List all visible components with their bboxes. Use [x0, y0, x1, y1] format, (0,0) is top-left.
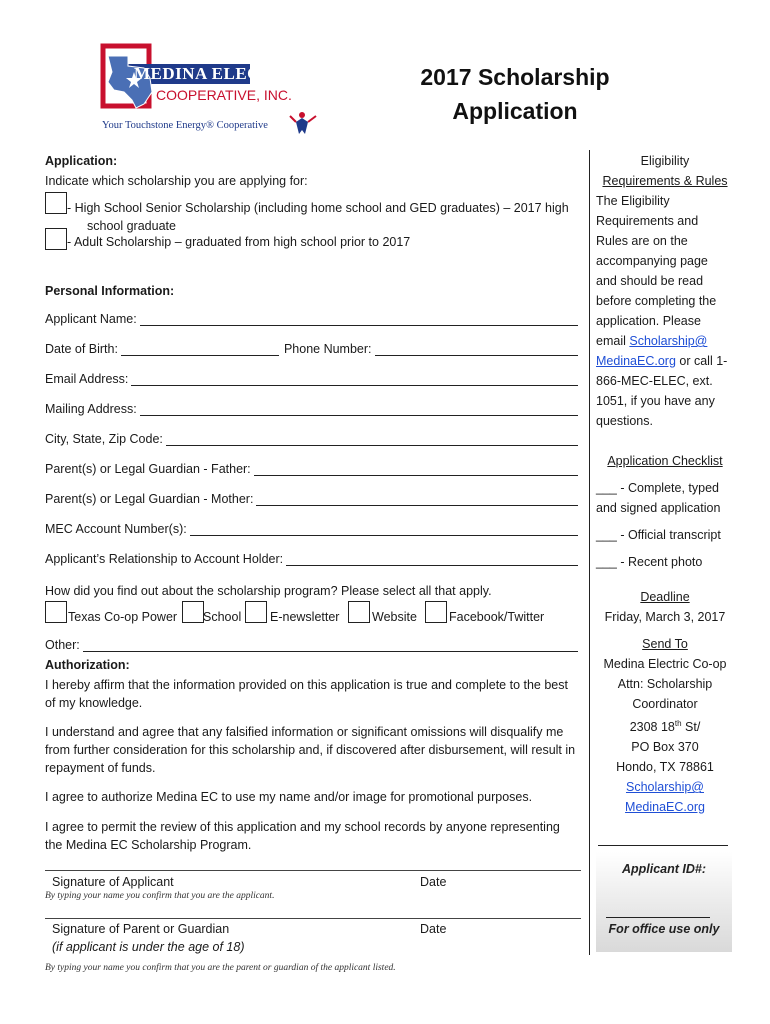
- deadline-title: Deadline: [640, 590, 690, 604]
- application-instruction: Indicate which scholarship you are applying for:: [45, 174, 308, 188]
- street-number: 2308 18: [629, 720, 675, 735]
- checkbox-facebook-twitter[interactable]: [425, 601, 447, 623]
- city-row: [45, 432, 578, 446]
- contact-email-link[interactable]: [590, 777, 740, 817]
- applicant-id-label: Applicant ID#:: [621, 862, 707, 876]
- source-website: Website: [372, 610, 417, 624]
- relationship-row: [45, 552, 578, 566]
- office-use-box: [596, 852, 732, 952]
- checkbox-high-school[interactable]: [45, 192, 67, 214]
- applicant-date-label: Date: [420, 875, 447, 889]
- auth-paragraph-1: I hereby affirm that the information provided on this application is true and complete to the best of my knowledge.: [45, 678, 568, 710]
- source-options: [45, 601, 575, 625]
- email-row: [45, 372, 578, 386]
- auth-paragraph-3: I agree to authorize Medina EC to use my name and/or image for promotional purposes.: [45, 790, 533, 804]
- sendto-title: Send To: [642, 637, 688, 651]
- sendto-line-2: Attn: Scholarship: [617, 677, 713, 691]
- mother-row: [45, 492, 578, 506]
- city-label: City, State, Zip Code:: [45, 432, 163, 446]
- checklist-item-1: [596, 478, 732, 518]
- checkbox-adult[interactable]: [45, 228, 67, 250]
- checkbox-e-newsletter[interactable]: [245, 601, 267, 623]
- eligibility-title-2: Requirements & Rules: [602, 174, 728, 188]
- father-label: Parent(s) or Legal Guardian - Father:: [45, 462, 251, 476]
- source-school: School: [203, 610, 242, 624]
- contact-email-1: Scholarship@: [625, 780, 704, 795]
- sendto-street: [590, 714, 740, 737]
- parent-signature-line[interactable]: [45, 918, 581, 919]
- checklist-item-3[interactable]: ___ - Recent photo: [596, 555, 703, 569]
- dob-field[interactable]: [121, 342, 279, 356]
- eligibility-text: [596, 191, 732, 431]
- sendto-city: Hondo, TX 78861: [616, 760, 714, 775]
- relationship-label: Applicant’s Relationship to Account Holder:: [45, 552, 284, 566]
- eligibility-body: The Eligibility Requirements and Rules are on the accompanying page and should be read before completing the application. Please email: [596, 194, 717, 348]
- source-texas-coop-power: Texas Co-op Power: [68, 610, 178, 624]
- checkbox-school[interactable]: [182, 601, 204, 623]
- parent-signature-label: Signature of Parent or Guardian: [52, 922, 230, 936]
- applicant-signature-label: Signature of Applicant: [52, 875, 174, 889]
- phone-label: Phone Number:: [283, 342, 372, 356]
- email-field[interactable]: [131, 372, 578, 386]
- option-high-school-text: - High School Senior Scholarship (including home school and GED graduates) – 2017 high: [67, 201, 569, 215]
- application-heading: Application:: [45, 154, 118, 168]
- auth-paragraph-2: I understand and agree that any falsified information or significant omissions will disqualify me from further consideration for this scholarship and, if discovered after disbursement, will result in repayment of funds.: [45, 725, 576, 775]
- sidebar-separator: [598, 845, 728, 846]
- title-line2: Application: [452, 98, 578, 124]
- applicant-id-line[interactable]: [606, 917, 710, 918]
- option-adult-text: - Adult Scholarship – graduated from high school prior to 2017: [67, 235, 411, 249]
- checkbox-texas-coop-power[interactable]: [45, 601, 67, 623]
- checklist-title: Application Checklist: [607, 454, 723, 468]
- page-title: [380, 60, 650, 128]
- auth-paragraph-4: I agree to permit the review of this application and my school records by anyone representing the Medina EC Scholarship Program.: [45, 820, 560, 852]
- city-field[interactable]: [166, 432, 578, 446]
- checkbox-website[interactable]: [348, 601, 370, 623]
- source-facebook-twitter: Facebook/Twitter: [449, 610, 545, 624]
- dob-phone-row: [45, 342, 578, 356]
- sendto-po: PO Box 370: [631, 740, 699, 755]
- applicant-name-field[interactable]: [140, 312, 578, 326]
- applicant-signature-line[interactable]: [45, 870, 581, 871]
- mailing-field[interactable]: [140, 402, 578, 416]
- logo-tagline: Your Touchstone Energy® Cooperative: [102, 120, 268, 131]
- authorization-heading: Authorization:: [45, 658, 130, 672]
- street-rest: St/: [681, 720, 701, 735]
- mother-field[interactable]: [256, 492, 578, 506]
- email-label: Email Address:: [45, 372, 129, 386]
- father-field[interactable]: [254, 462, 578, 476]
- other-label: Other:: [45, 638, 80, 652]
- logo-line2: COOPERATIVE, INC.: [156, 87, 292, 103]
- mother-label: Parent(s) or Legal Guardian - Mother:: [45, 492, 254, 506]
- applicant-signature-note: By typing your name you confirm that you are the applicant.: [45, 891, 275, 901]
- applicant-name-row: [45, 312, 578, 326]
- sendto-line-3: Coordinator: [632, 697, 698, 711]
- other-field[interactable]: [83, 638, 578, 652]
- title-line1: 2017 Scholarship: [420, 64, 610, 90]
- checklist-item-1-line1[interactable]: ___ - Complete, typed: [596, 481, 719, 495]
- eligibility-title-1: Eligibility: [640, 154, 690, 168]
- dob-label: Date of Birth:: [45, 342, 118, 356]
- parent-date-label: Date: [420, 922, 447, 936]
- logo-line1: MEDINA ELECTRIC: [134, 64, 305, 83]
- father-row: [45, 462, 578, 476]
- account-label: MEC Account Number(s):: [45, 522, 187, 536]
- deadline-date: Friday, March 3, 2017: [604, 610, 726, 624]
- deadline-block: [590, 587, 740, 627]
- applicant-name-label: Applicant Name:: [45, 312, 137, 326]
- account-row: [45, 522, 578, 536]
- sendto-line-1: Medina Electric Co-op: [603, 657, 727, 671]
- phone-field[interactable]: [375, 342, 578, 356]
- account-field[interactable]: [190, 522, 578, 536]
- sendto-block: [590, 634, 740, 817]
- parent-signature-note: By typing your name you confirm that you are the parent or guardian of the applicant listed.: [45, 963, 396, 973]
- mailing-label: Mailing Address:: [45, 402, 137, 416]
- checklist-item-2[interactable]: ___ - Official transcript: [596, 528, 721, 542]
- office-use-label: For office use only: [608, 922, 720, 936]
- other-row: [45, 638, 578, 652]
- eligibility-title: [590, 151, 740, 191]
- logo: [98, 42, 338, 138]
- mailing-row: [45, 402, 578, 416]
- eligibility-body-2: or call 1-866-MEC-ELEC, ext. 1051, if you have any questions.: [596, 354, 728, 428]
- parent-signature-sub: (if applicant is under the age of 18): [52, 940, 245, 954]
- eligibility-email-link-2: MedinaEC.org: [596, 354, 676, 368]
- source-e-newsletter: E-newsletter: [270, 610, 340, 624]
- checklist-item-1-line2: and signed application: [596, 501, 721, 515]
- relationship-field[interactable]: [286, 552, 578, 566]
- source-question: How did you find out about the scholarship program? Please select all that apply.: [45, 584, 492, 598]
- personal-heading: Personal Information:: [45, 284, 175, 298]
- contact-email-2: MedinaEC.org: [625, 800, 705, 815]
- column-divider: [589, 150, 590, 955]
- option-high-school-text2: school graduate: [87, 219, 176, 233]
- eligibility-email-link-1: Scholarship@: [629, 334, 708, 348]
- street-sup: th: [674, 719, 682, 728]
